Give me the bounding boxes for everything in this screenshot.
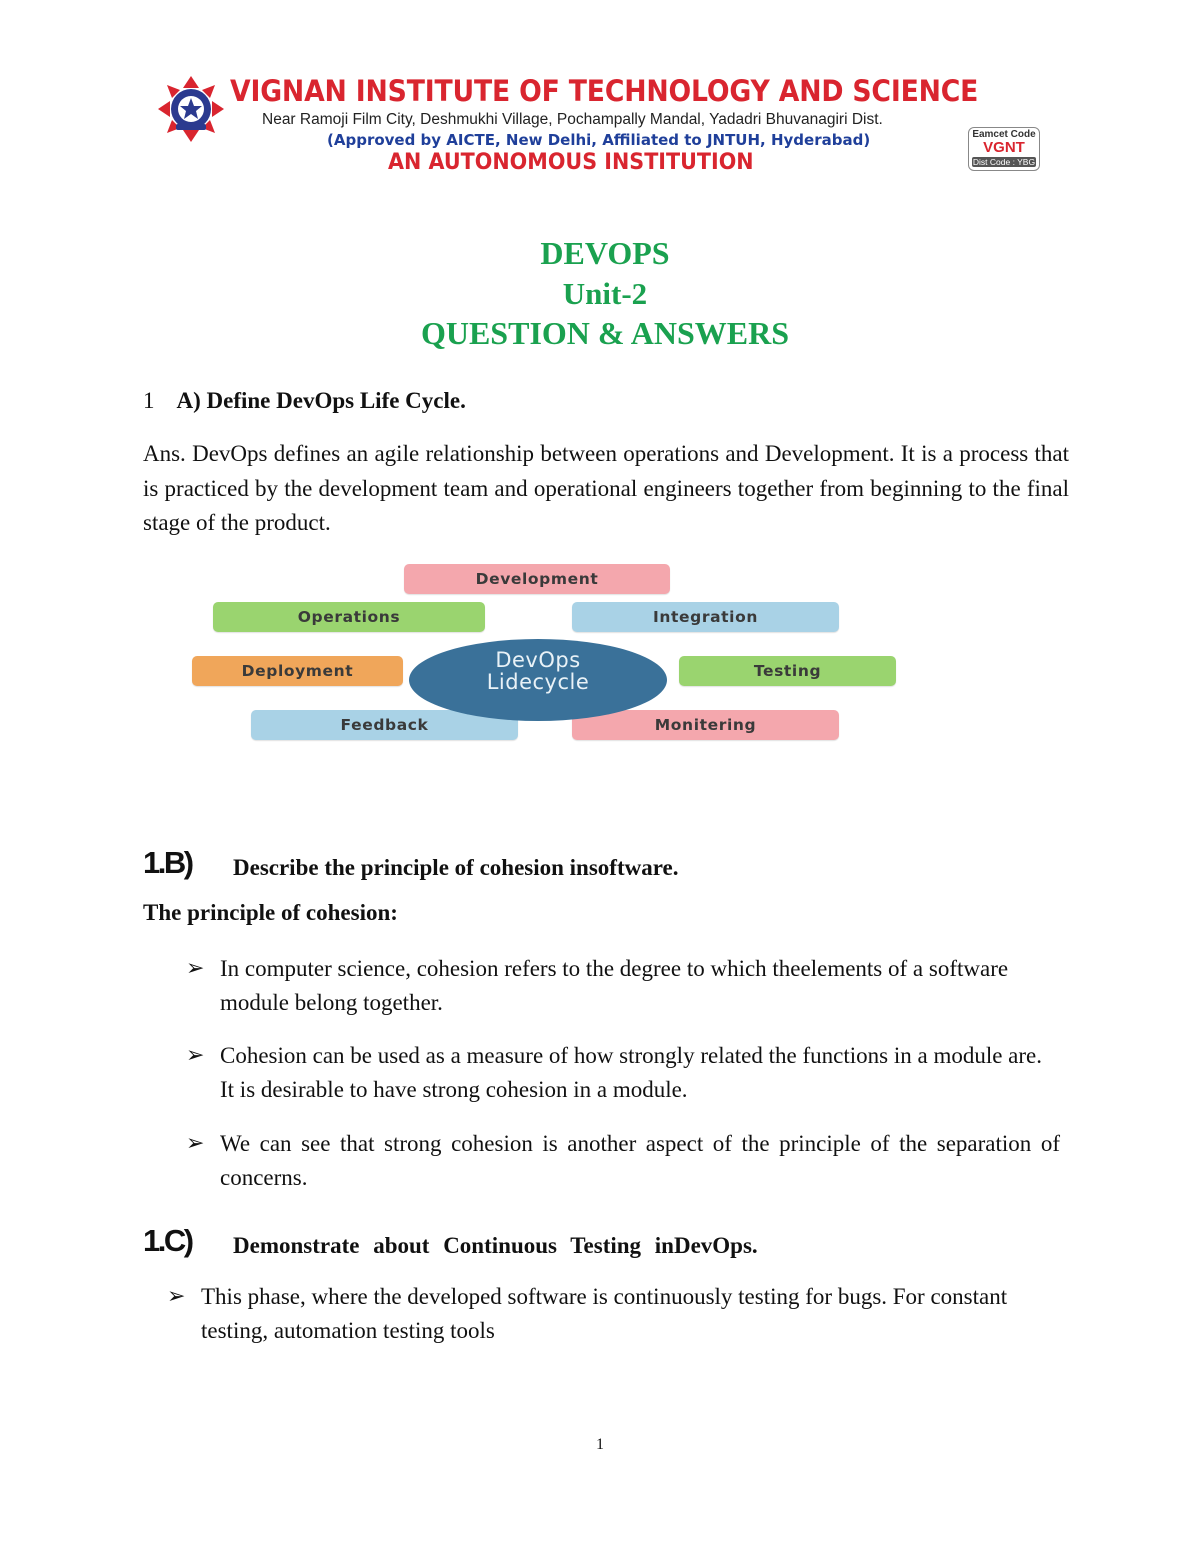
pill-deployment: Deployment (192, 656, 403, 686)
pill-operations: Operations (213, 602, 485, 632)
eamcet-code-label: Eamcet Code (972, 129, 1036, 140)
pill-development: Development (404, 564, 670, 594)
question-1a (143, 388, 466, 414)
arrow-bullet-icon: ➢ (186, 1131, 205, 1156)
center-line-2: Lidecycle (486, 670, 590, 694)
document-subtitle: QUESTION & ANSWERS (420, 315, 790, 351)
document-unit: Unit-2 (562, 276, 648, 311)
bullet-text: In computer science, cohesion refers to the degree to which theelements of a software module belong together. (220, 956, 1009, 1015)
question-1b-label: 1.B) (143, 845, 192, 880)
pill-feedback: Feedback (251, 710, 518, 740)
institute-name: VIGNAN INSTITUTE OF TECHNOLOGY AND SCIENCE (230, 74, 979, 108)
bullet-text: Cohesion can be used as a measure of how strongly related the functions in a module are. It is desirable to have strong cohesion in a module. (220, 1043, 1043, 1102)
question-1b-text: Describe the principle of cohesion insoftware. (233, 855, 679, 880)
devops-lifecycle-center (409, 639, 667, 721)
institute-approval: (Approved by AICTE, New Delhi, Affiliated to JNTUH, Hyderabad) (327, 131, 871, 149)
arrow-bullet-icon: ➢ (186, 956, 205, 981)
page-number: 1 (596, 1436, 604, 1453)
arrow-bullet-icon: ➢ (186, 1043, 205, 1068)
bullet-text: We can see that strong cohesion is another aspect of the principle of the separation of concerns. (220, 1131, 1060, 1190)
question-1a-text: A) Define DevOps Life Cycle. (176, 388, 466, 413)
list-item (186, 952, 1060, 1020)
document-title: DEVOPS (540, 235, 670, 271)
institute-logo-icon (156, 74, 226, 144)
center-line-1: DevOps (495, 648, 581, 672)
eamcet-code-box (968, 127, 1040, 171)
pill-monitering: Monitering (572, 710, 839, 740)
question-1c-text: Demonstrate about Continuous Testing inDevOps. (233, 1233, 758, 1258)
question-number: 1 (143, 388, 155, 413)
bullet-text: This phase, where the developed software is continuously testing for bugs. For constant testing, automation testing tools (201, 1284, 1008, 1343)
question-1b-subheading: The principle of cohesion: (143, 900, 398, 925)
question-1c-label: 1.C) (143, 1223, 192, 1258)
institute-autonomous-label: AN AUTONOMOUS INSTITUTION (388, 150, 754, 175)
answer-1a: Ans. DevOps defines an agile relationship between operations and Development. It is a process that is practiced by the development team and operational engineers together from beginning to the final stage of the product. (143, 441, 1069, 535)
institute-address: Near Ramoji Film City, Deshmukhi Village, Pochampally Mandal, Yadadri Bhuvanagiri Dist. (262, 111, 883, 128)
dist-code: Dist Code : YBG (972, 157, 1036, 167)
list-item (167, 1280, 1061, 1348)
list-item (186, 1127, 1060, 1195)
pill-integration: Integration (572, 602, 839, 632)
eamcet-code-value: VGNT (983, 139, 1025, 156)
pill-testing: Testing (679, 656, 896, 686)
arrow-bullet-icon: ➢ (167, 1284, 186, 1309)
list-item (186, 1039, 1060, 1107)
